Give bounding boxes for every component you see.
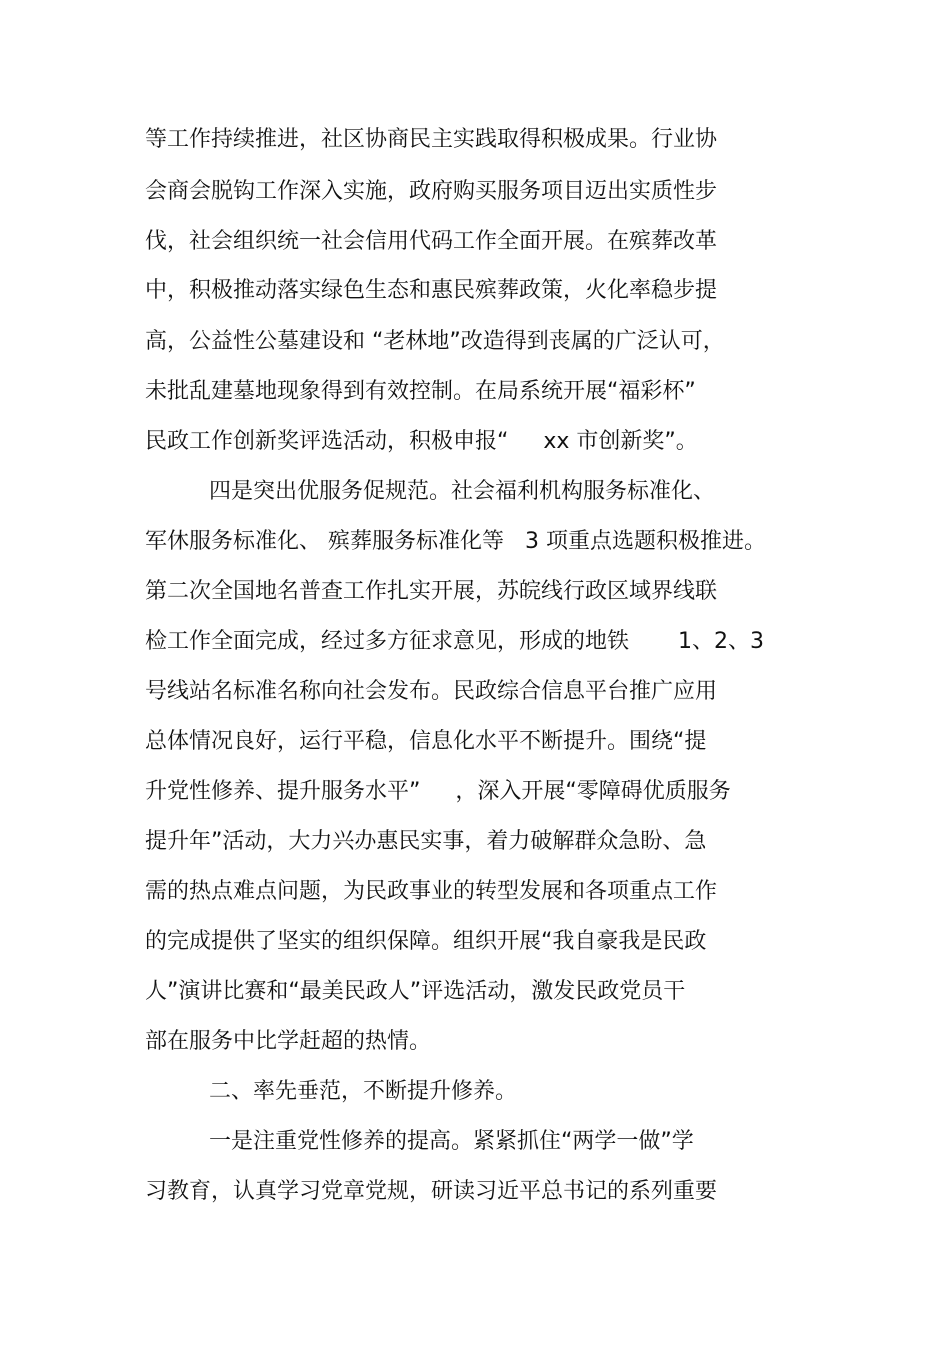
text-line: 高，公益性公墓建设和 “老林地”改造得到丧属的广泛认可，	[145, 329, 725, 354]
paragraph-start-line: 一是注重党性修养的提高。紧紧抓住“两学一做”学	[209, 1129, 694, 1154]
text-line: 民政工作创新奖评选活动，积极申报“ xx 市创新奖”。	[145, 429, 698, 454]
text-line: 需的热点难点问题，为民政事业的转型发展和各项重点工作	[145, 879, 718, 904]
text-line: 号线站名标准名称向社会发布。民政综合信息平台推广应用	[145, 679, 718, 704]
text-line: 部在服务中比学赶超的热情。	[145, 1029, 432, 1054]
text-line: 总体情况良好，运行平稳，信息化水平不断提升。围绕“提	[145, 729, 707, 754]
text-line: 会商会脱钩工作深入实施，政府购买服务项目迈出实质性步	[145, 179, 718, 204]
section-heading: 二、率先垂范，不断提升修养。	[209, 1079, 518, 1104]
text-line: 的完成提供了坚实的组织保障。组织开展“我自豪我是民政	[145, 929, 707, 954]
text-line: 升党性修养、提升服务水平” ，深入开展“零障碍优质服务	[145, 779, 731, 804]
text-line: 等工作持续推进，社区协商民主实践取得积极成果。行业协	[145, 127, 718, 152]
text-line: 未批乱建墓地现象得到有效控制。在局系统开展“福彩杯”	[145, 379, 696, 404]
paragraph-start-line: 四是突出优服务促规范。社会福利机构服务标准化、	[209, 479, 716, 504]
text-line: 军休服务标准化、 殡葬服务标准化等 3 项重点选题积极推进。	[145, 529, 766, 554]
text-line: 中，积极推动落实绿色生态和惠民殡葬政策，火化率稳步提	[145, 278, 718, 303]
text-line: 第二次全国地名普查工作扎实开展，苏皖线行政区域界线联	[145, 579, 718, 604]
text-line: 检工作全面完成，经过多方征求意见，形成的地铁 1、2、3	[145, 629, 764, 654]
text-line: 习教育，认真学习党章党规，研读习近平总书记的系列重要	[145, 1179, 718, 1204]
text-line: 伐，社会组织统一社会信用代码工作全面开展。在殡葬改革	[145, 229, 718, 254]
text-line: 提升年”活动，大力兴办惠民实事，着力破解群众急盼、急	[145, 829, 707, 854]
text-line: 人”演讲比赛和“最美民政人”评选活动，激发民政党员干	[145, 979, 686, 1004]
